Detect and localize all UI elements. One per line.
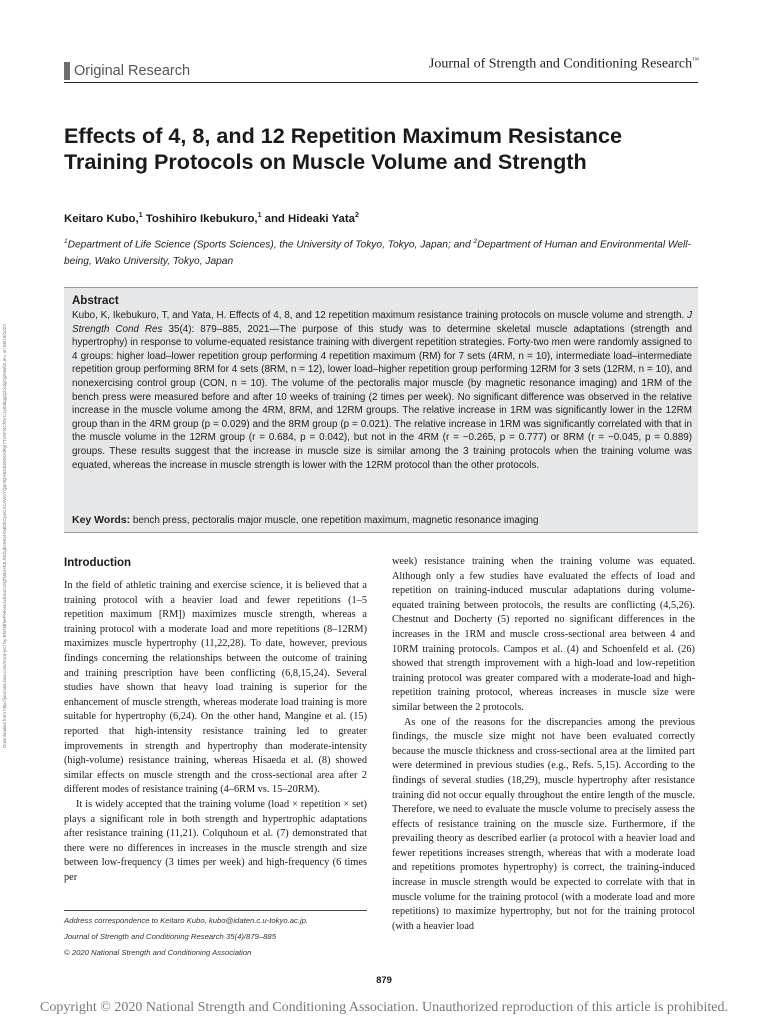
author-name: and Hideaki Yata bbox=[261, 212, 355, 225]
journal-logo bbox=[429, 56, 699, 78]
author-affiliation-mark: 2 bbox=[354, 212, 359, 219]
abstract-heading: Abstract bbox=[72, 295, 119, 307]
trademark-mark: ™ bbox=[692, 56, 699, 64]
download-watermark: Downloaded from http://journals.lww.com/nsca-jscr by BhDMf5ePHKav1zEoum1tQfN4a+kJLhEZgbsIHo4XMi0hCywCX1AWnYQp/IlQrHD3i3D0OdRyi7TvSFl4Cf3VC1y0abggQZXdgGj2MwlZLeI= on 08/19/2022 bbox=[2, 324, 7, 748]
left-column bbox=[64, 553, 367, 885]
abstract-text bbox=[72, 309, 692, 472]
abstract-box bbox=[64, 287, 698, 533]
affiliations bbox=[64, 233, 704, 270]
section-type-label: Original Research bbox=[74, 63, 191, 79]
page-number: 879 bbox=[376, 975, 392, 986]
section-marker-bar bbox=[64, 62, 70, 80]
keywords-list: bench press, pectoralis major muscle, one repetition maximum, magnetic resonance imaging bbox=[130, 515, 539, 526]
abstract-citation-journal: J Strength Cond Res bbox=[72, 310, 692, 335]
affiliation-1: Department of Life Science (Sports Sciences), the University of Tokyo, Tokyo, Japan; and bbox=[67, 239, 474, 251]
footnotes bbox=[64, 913, 367, 961]
correspondence-note: Address correspondence to Keitaro Kubo, kubo@idaten.c.u-tokyo.ac.jp. bbox=[64, 916, 309, 925]
keywords bbox=[72, 514, 692, 527]
affiliation-2: Department of Human and Environmental Well-being, Wako University, Tokyo, Japan bbox=[64, 239, 691, 268]
abstract-body: 35(4): 879–885, 2021—The purpose of this study was to determine skeletal muscle adaptations (strength and hypertrophy) in response to volume-equated resistance training with divergent repetition strategies. Forty-two men were randomly assigned to 4 groups: higher load–lower repetition group performing 4 repetition maximum (RM) for 7 sets (4RM, n = 10), intermediate load–intermediate repetition group performing 8RM for 4 sets (8RM, n = 12), lower load–higher repetition group performing 12RM for 3 sets (12RM, n = 10), and nonexercising control group (CON, n = 10). The volume of the pectoralis major muscle (by magnetic resonance imaging) and 1RM of the bench press were measured before and after 10 weeks of training (2 times per week). No significant difference was observed in the relative increase in the muscle volume among the 4RM, 8RM, and 12RM groups. The relative increase in 1RM was significantly lower in the 12RM group than in the 4RM group (p = 0.029) and the 8RM group (p = 0.021). The relative increase in 1RM was significantly correlated with that in the muscle volume in the 12RM group (r = 0.684, p = 0.042), but not in the 4RM (r = −0.265, p = 0.777) or 8RM (r = −0.045, p = 0.889) groups. These results suggest that the increase in muscle size is similar among the 3 training protocols when the training volume was equated, whereas the increase in muscle strength is lower with the 12RM protocol than the other protocols. bbox=[72, 323, 692, 471]
affiliation-mark: 2 bbox=[473, 238, 478, 245]
introduction-heading: Introduction bbox=[64, 557, 132, 569]
author-name: Keitaro Kubo, bbox=[64, 212, 139, 225]
right-column bbox=[392, 555, 695, 934]
author-affiliation-mark: 1 bbox=[257, 212, 262, 219]
affiliation-mark: 1 bbox=[64, 238, 68, 245]
author-affiliation-mark: 1 bbox=[138, 212, 143, 219]
keywords-label: Key Words: bbox=[72, 514, 131, 526]
body-paragraph: week) resistance training when the training volume was equated. Although only a few studies have evaluated the effects of load and repetition on training-induced muscular adaptations during volume-equated training between protocols, the results are conflicting (4,5,26). Chestnut and Docherty (5) reported no significant differences in the increases in the 1RM and muscle cross-sectional area between 4 and 10RM training protocols. Campos et al. (4) and Schoenfeld et al. (26) showed that strength improvement with a high-load and low-repetition training protocol was greater compared with a moderate-load and high-repetition training protocol, whereas increases in muscle size were similar between the 2 protocols. bbox=[392, 556, 695, 713]
journal-name: Journal of Strength and Conditioning Research bbox=[428, 56, 693, 72]
body-paragraph: In the field of athletic training and exercise science, it is believed that a training protocol with a heavier load and fewer repetitions (1–5 repetition maximum [RM]) maximizes muscle strength, whereas a training protocol with a moderate load and more repetitions (8–12RM) maximizes muscle hypertrophy (11,22,28). To date, however, previous findings concerning the relationships between the outcome of training and training prescription have been conflicting (6,8,15,24). Several studies have shown that heavy load training is superior for the enhancement of muscle strength, whereas moderate load training is more suitable for hypertrophy (6,24). On the other hand, Mangine et al. (15) reported that high-intensity resistance training led to greater improvements in strength and hypertrophy than moderate-intensity (high-volume) resistance training, whereas Hisaeda et al. (8) showed similar effects on muscle strength and the cross-sectional area after 2 different modes of resistance training (4–6RM vs. 15–20RM). bbox=[64, 580, 367, 796]
abstract-citation-lead: Kubo, K, Ikebukuro, T, and Yata, H. Effects of 4, 8, and 12 repetition maximum resistance training protocols on muscle volume and strength. bbox=[72, 310, 688, 321]
body-paragraph: As one of the reasons for the discrepancies among the previous findings, the muscle size might not have been evaluated correctly because the muscle thickness and cross-sectional area at the limited part were determined in previous studies (e.g., Refs. 5,15). According to the findings of several studies (18,29), muscle hypertrophy after resistance training did not occur equally throughout the entire length of the muscle. Therefore, we need to evaluate the muscle volume to precisely assess the effects of resistance training on the muscle size. Furthermore, if the prevailing theory as described earlier (a protocol with a heavier load and fewer repetitions increases strength, whereas that with a moderate load and repetitions promotes hypertrophy) is correct, the training-induced increase in muscle strength would be expected to correlate with that in muscle volume for the training protocol (with a moderate load and more repetitions) to maximize hypertrophy, but not for the training protocol (with a heavier load bbox=[392, 716, 695, 932]
body-paragraph: It is widely accepted that the training volume (load × repetition × set) plays a significant role in both strength and hypertrophic adaptations after resistance training (11,21). Colquhoun et al. (7) demonstrated that there were no differences in increases in the muscle strength and size between low-frequency (3 times per week) and high-frequency (6 times per bbox=[64, 798, 367, 883]
author-list bbox=[64, 212, 698, 225]
journal-citation-note: Journal of Strength and Conditioning Research 35(4)/879–885 bbox=[64, 932, 276, 941]
footnote-rule bbox=[64, 910, 367, 911]
copyright-note: © 2020 National Strength and Conditioning Association bbox=[64, 948, 252, 957]
copyright-footer: Copyright © 2020 National Strength and Conditioning Association. Unauthorized reproduction of this article is prohibited. bbox=[40, 1000, 728, 1015]
header-rule bbox=[64, 82, 698, 83]
author-name: Toshihiro Ikebukuro, bbox=[142, 212, 258, 225]
article-title: Effects of 4, 8, and 12 Repetition Maximum Resistance Training Protocols on Muscle Volume and Strength bbox=[64, 123, 623, 174]
